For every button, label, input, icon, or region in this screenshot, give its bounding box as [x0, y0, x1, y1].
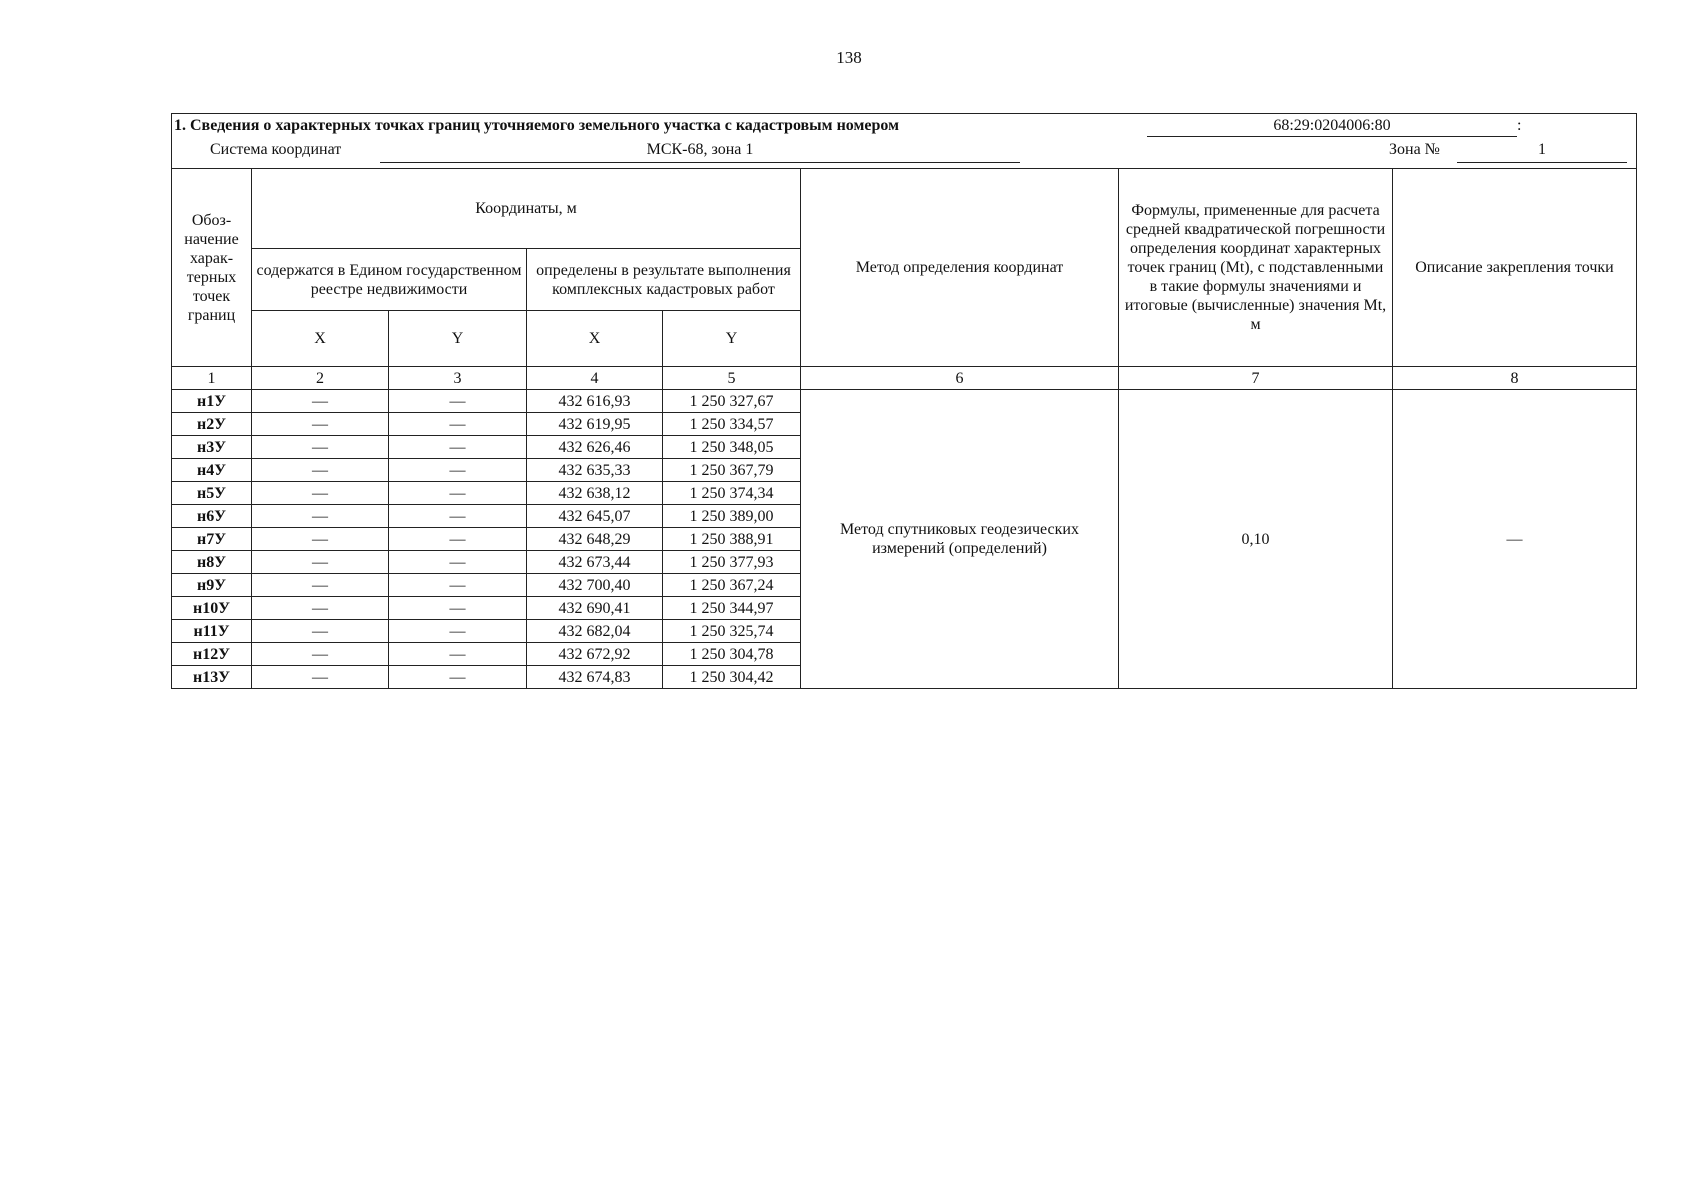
- x-egrn-cell: —: [252, 413, 389, 436]
- boundary-points-table: [171, 113, 1637, 689]
- y-egrn-cell: —: [389, 413, 527, 436]
- point-designation: н13У: [172, 666, 252, 689]
- header-x-complex: X: [527, 311, 663, 367]
- x-cell: 432 635,33: [527, 459, 663, 482]
- column-number: 5: [663, 367, 801, 390]
- page-number: 138: [836, 48, 862, 67]
- point-designation: н12У: [172, 643, 252, 666]
- y-cell: 1 250 304,42: [663, 666, 801, 689]
- y-cell: 1 250 367,79: [663, 459, 801, 482]
- header-coordinates: Координаты, м: [252, 169, 801, 249]
- point-designation: н6У: [172, 505, 252, 528]
- y-egrn-cell: —: [389, 597, 527, 620]
- point-designation: н9У: [172, 574, 252, 597]
- y-cell: 1 250 325,74: [663, 620, 801, 643]
- x-cell: 432 690,41: [527, 597, 663, 620]
- cadastral-number: 68:29:0204006:80: [1147, 116, 1517, 137]
- column-number: 7: [1119, 367, 1393, 390]
- y-cell: 1 250 348,05: [663, 436, 801, 459]
- column-number: 4: [527, 367, 663, 390]
- coord-system-label: Система координат: [210, 141, 342, 158]
- zone-value: 1: [1457, 140, 1627, 163]
- point-designation: н4У: [172, 459, 252, 482]
- x-cell: 432 682,04: [527, 620, 663, 643]
- header-complex: определены в результате выполнения комплексных кадастровых работ: [527, 249, 801, 311]
- y-cell: 1 250 377,93: [663, 551, 801, 574]
- header-designation: Обоз-начение харак-терных точек границ: [172, 169, 252, 367]
- x-cell: 432 638,12: [527, 482, 663, 505]
- table-row: [172, 390, 1637, 413]
- header-x-egrn: X: [252, 311, 389, 367]
- zone-label: Зона №: [1389, 141, 1440, 158]
- cadastral-suffix: :: [1517, 117, 1522, 134]
- x-cell: 432 619,95: [527, 413, 663, 436]
- x-egrn-cell: —: [252, 390, 389, 413]
- header-y-complex: Y: [663, 311, 801, 367]
- y-egrn-cell: —: [389, 482, 527, 505]
- x-cell: 432 672,92: [527, 643, 663, 666]
- x-egrn-cell: —: [252, 551, 389, 574]
- x-egrn-cell: —: [252, 436, 389, 459]
- coord-system-value: МСК-68, зона 1: [380, 140, 1020, 163]
- point-designation: н7У: [172, 528, 252, 551]
- y-egrn-cell: —: [389, 390, 527, 413]
- y-cell: 1 250 334,57: [663, 413, 801, 436]
- x-egrn-cell: —: [252, 597, 389, 620]
- y-cell: 1 250 327,67: [663, 390, 801, 413]
- x-egrn-cell: —: [252, 505, 389, 528]
- y-cell: 1 250 374,34: [663, 482, 801, 505]
- header-method: Метод определения координат: [801, 169, 1119, 367]
- description-cell: —: [1393, 390, 1637, 689]
- x-cell: 432 616,93: [527, 390, 663, 413]
- table-title-block: [172, 114, 1637, 169]
- header-formulas: Формулы, примененные для расчета средней квадратической погрешности определения координат характерных точек границ (Mt), с подставленными в такие формулы значениями и итоговые (вычисленные) значения Mt, м: [1119, 169, 1393, 367]
- y-cell: 1 250 389,00: [663, 505, 801, 528]
- y-egrn-cell: —: [389, 528, 527, 551]
- y-egrn-cell: —: [389, 436, 527, 459]
- x-cell: 432 626,46: [527, 436, 663, 459]
- x-egrn-cell: —: [252, 528, 389, 551]
- y-egrn-cell: —: [389, 643, 527, 666]
- column-number: 1: [172, 367, 252, 390]
- x-cell: 432 674,83: [527, 666, 663, 689]
- point-designation: н10У: [172, 597, 252, 620]
- y-egrn-cell: —: [389, 620, 527, 643]
- y-cell: 1 250 304,78: [663, 643, 801, 666]
- header-y-egrn: Y: [389, 311, 527, 367]
- y-cell: 1 250 388,91: [663, 528, 801, 551]
- x-egrn-cell: —: [252, 482, 389, 505]
- x-egrn-cell: —: [252, 666, 389, 689]
- point-designation: н11У: [172, 620, 252, 643]
- mt-cell: 0,10: [1119, 390, 1393, 689]
- y-egrn-cell: —: [389, 551, 527, 574]
- x-cell: 432 645,07: [527, 505, 663, 528]
- point-designation: н5У: [172, 482, 252, 505]
- column-number: 3: [389, 367, 527, 390]
- x-egrn-cell: —: [252, 574, 389, 597]
- table-title: 1. Сведения о характерных точках границ уточняемого земельного участка с кадастровым номером: [174, 117, 899, 134]
- method-cell: Метод спутниковых геодезических измерений (определений): [801, 390, 1119, 689]
- y-cell: 1 250 344,97: [663, 597, 801, 620]
- header-egrn: содержатся в Едином государственном реестре недвижимости: [252, 249, 527, 311]
- point-designation: н1У: [172, 390, 252, 413]
- x-egrn-cell: —: [252, 620, 389, 643]
- point-designation: н3У: [172, 436, 252, 459]
- x-cell: 432 648,29: [527, 528, 663, 551]
- y-egrn-cell: —: [389, 574, 527, 597]
- x-cell: 432 700,40: [527, 574, 663, 597]
- column-number: 2: [252, 367, 389, 390]
- point-designation: н8У: [172, 551, 252, 574]
- x-egrn-cell: —: [252, 459, 389, 482]
- boundary-points-table-sheet: [171, 113, 1636, 689]
- y-egrn-cell: —: [389, 459, 527, 482]
- column-number: 8: [1393, 367, 1637, 390]
- y-egrn-cell: —: [389, 666, 527, 689]
- x-egrn-cell: —: [252, 643, 389, 666]
- y-cell: 1 250 367,24: [663, 574, 801, 597]
- header-description: Описание закрепления точки: [1393, 169, 1637, 367]
- y-egrn-cell: —: [389, 505, 527, 528]
- column-number: 6: [801, 367, 1119, 390]
- point-designation: н2У: [172, 413, 252, 436]
- x-cell: 432 673,44: [527, 551, 663, 574]
